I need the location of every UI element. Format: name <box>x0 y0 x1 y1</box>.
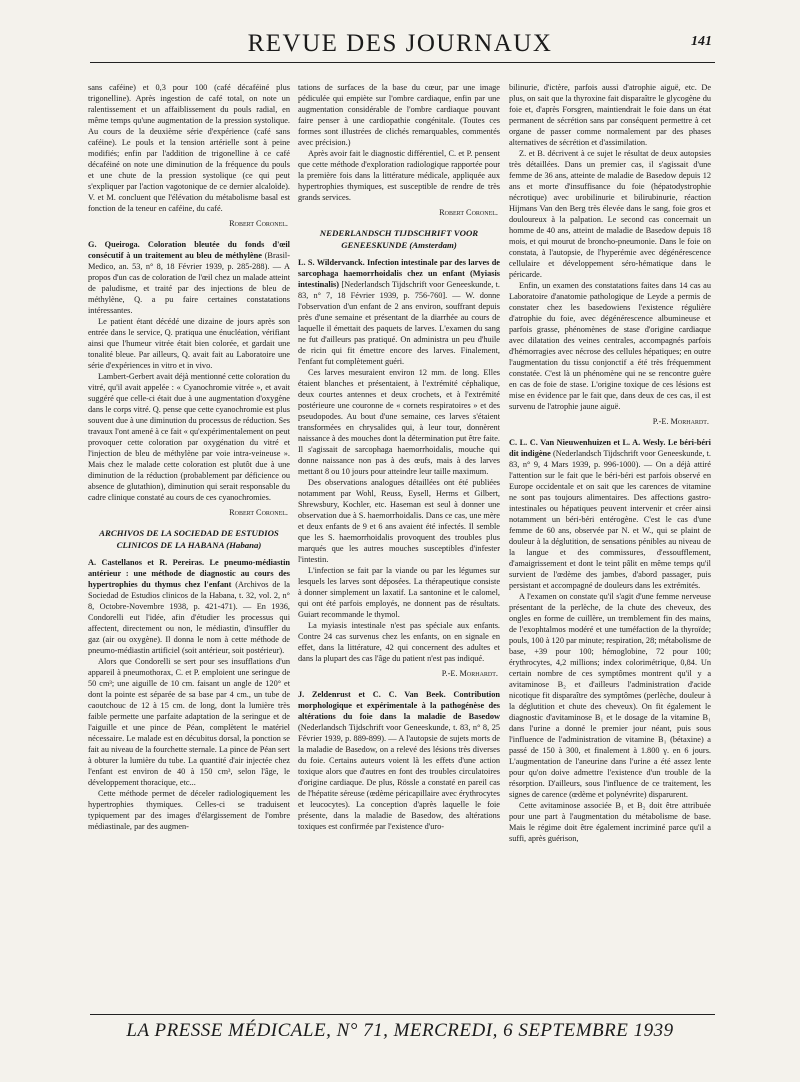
paragraph: Cette méthode permet de déceler radiologiquement les hypertrophies thymiques. Celles-ci se traduisent typiquement par des images d'élargissement de l'ombre médiastinale, par des augmen- <box>88 789 290 831</box>
author-signature: P.-E. Morhardt. <box>652 417 709 426</box>
abstract-title: C. L. C. Van Nieuwenhuizen et L. A. Wesly. Le béri-béri dit indigène <box>509 438 711 458</box>
journal-section-title: REVUE DES JOURNAUX <box>247 30 553 57</box>
author-signature: P.-E. Morhardt. <box>441 669 498 678</box>
abstract-title: A. Castellanos et R. Pereiras. Le pneumo-médiastin antérieur : une méthode de diagnostic au cours des hypertrophies du thymus chez l'enfant <box>88 558 290 589</box>
column-3 <box>509 82 711 844</box>
column-1 <box>88 82 290 832</box>
abstract-title: G. Queiroga. Coloration bleutée du fonds d'œil consécutif à un traitement au bleu de méthylène <box>88 240 290 260</box>
paragraph: Z. et B. décrivent à ce sujet le résultat de deux autopsies très détaillées. Dans un premier cas, il s'agissait d'une femme de 36 ans, atteinte de maladie de Basedow depuis 12 ans et morte d'insuffisance du foie (hépatodystrophie nécrotique) avec urobilinurie et bilirubinurie, réaction Hijmans Van den Berg très élevée dans le sang, foie gros et douloureux à la palpation. Le second cas concernait un homme de 40 ans, atteint de maladie de Basedow depuis 18 mois, et qui mourut de broncho-pneumonie. Dans le foie on constata, à l'autopsie, de l'hyperémie avec dégénérescence cellulaire et développement séro-hématique dans le péricarde. <box>509 149 711 279</box>
abstract-title: J. Zeldenrust et C. C. Van Beek. Contribution morphologique et expérimentale à la pathogénèse des altérations du foie dans la maladie de Basedow <box>298 690 500 721</box>
paragraph: bilinurie, d'ictère, parfois aussi d'atrophie aiguë, etc. De plus, on sait que la thyroxine fait disparaître le glycogène du foie et, d'après Forsgren, maintiendrait le foie dans un état permanent de sécrétion sans par conséquent permettre à cet organe de passer comme normalement par des phases alternatives de sécrétion et d'assimilation. <box>509 83 711 147</box>
paragraph: Alors que Condorelli se sert pour ses insufflations d'un appareil à pneumothorax, C. et P. emploient une seringue de 50 cm³; une aiguille de 10 cm. faisant un angle de 120° et dont la pointe est séparée de sa base par 4 cm., un tube de caoutchouc de 12 à 15 cm. de long, dont la lumière très faible permette une parfaite adaptation de la seringue et de l'aiguille et une pince de Péan, complètent le matériel nécessaire. Le malade est en décubitus dorsal, la ponction se fait au niveau de la fourchette sternale. La pince de Péan sert à obturer la lumière du tube. La quantité d'air injectée chez l'enfant est environ de 40 à 150 cm³, selon l'âge, le développement thoracique, etc... <box>88 657 290 787</box>
abstract-entry <box>88 239 290 316</box>
paragraph: Après avoir fait le diagnostic différentiel, C. et P. pensent que cette méthode d'exploration radiologique rapportée pour la première fois dans la littérature médicale, appliquée aux hypertrophies thymiques, est susceptible de rendre de très grands services. <box>298 149 500 202</box>
abstract-reference: [Nederlandsch Tijdschrift voor Geneeskunde, t. 83, n° 7, 18 Février 1939, p. 756-760]. — W. donne l'observation d'un enfant de 2 ans environ, souffrant depuis près d'une semaine et présentant de la diarrhée au cours de laquelle il émettait des paquets de larves. L'examen du sang ne fut d'ailleurs pas pratiqué. On administra un peu d'huile de ricin qui fit émettre encore des larves. Finalement, l'enfant fut complètement guéri. <box>298 280 501 366</box>
footer-rule <box>90 1014 715 1015</box>
journal-heading: ARCHIVOS DE LA SOCIEDAD DE ESTUDIOS CLINICOS DE LA HABANA (Habana) <box>99 528 279 550</box>
paragraph: tations de surfaces de la base du cœur, par une image pédiculée qui empiète sur l'ombre cardiaque, enfin par une augmentation considérable de l'ombre cardiaque pouvant faire penser à une cardiopathie congénitale. (Toutes ces formes sont illustrées de clichés remarquables, commentés avec précision.) <box>298 83 500 147</box>
page-number: 141 <box>691 34 712 49</box>
header-rule <box>90 62 715 63</box>
abstract-reference: (Nederlandsch Tijdschrift voor Geneeskunde, t. 83, n° 8, 25 Février 1939, p. 889-899). — A l'autopsie de sujets morts de la maladie de Basedow, on a relevé des lésions très diverses du foie. Certains auteurs voient là les effets d'une action toxique alors que d'autres en font des troubles circulatoires d'origine cardiaque. De plus, Rössle a constaté en pareil cas de l'hépatite séreuse (œdème péricapillaire avec érythrocytes et leucocytes). La conception d'après laquelle le foie présente, dans la maladie de Basedow, des altérations toxiques est confirmée par l'existence d'uro- <box>298 723 500 831</box>
paragraph: Lambert-Gerbert avait déjà mentionné cette coloration du vitré, qu'il avait appelée : « Cyanochromie vitrée », et avait suggéré que celle-ci était due à une augmentation d'oxygène dans le corps vitré. Q. pense que cette cyanochromie est plus souvent due à une diminution du processus de réduction. Ses travaux l'ont amené à ce fait « qu'expérimentalement on peut provoquer cette coloration par oxygénation du vitré et l'injection de bleu de méthylène par voie intra-veineuse ». Mais chez le malade cette coloration est plutôt due à une diminution de la réduction (probablement par déficience ou absence de glutathion), diminution qui serait responsable du cadre clinique constaté au cours de ces cyanochromies. <box>88 372 290 502</box>
paragraph: L'infection se fait par la viande ou par les légumes sur lesquels les larves sont déposées. La thérapeutique consiste à donner simplement un laxatif. La santonine et le calomel, qui ont été parfois employés, ne donnent pas de résultats. Guiart recommande le thymol. <box>298 566 500 619</box>
abstract-reference: (Brasil-Medico, an. 53, n° 8, 18 Février 1939, p. 285-288). — A propos d'un cas de coloration de l'œil chez un malade atteint de paludisme, et traité par des injections de bleu de méthylène, Q. a pu faire certaines constatations intéressantes. <box>88 251 290 315</box>
paragraph: Enfin, un examen des constatations faites dans 14 cas au Laboratoire d'anatomie pathologique de Leyde a permis de constater chez les basedowiens l'existence régulière d'atrophie du foie, avec dégénérescence albumineuse et parfois grasse, phénomènes de stase d'origine cardiaque avec dilatation des veines centrales, accompagnés parfois d'hémorragies avec nécrose des cellules hépatiques; en outre l'augmentation du tissu conjonctif a été très fréquemment constatée. C'est là un phénomène qui ne se rencontre guère en cas de foie de stase. L'origine toxique de ces lésions est mise en évidence par le fait que, dans deux de ces cas, il est survenu de l'atrophie jaune aiguë. <box>509 281 711 411</box>
paragraph: La myiasis intestinale n'est pas spéciale aux enfants. Contre 24 cas survenus chez les enfants, on en signale en effet, dans la littérature, 42 qui concernent des adultes et dans la plupart des cas l'âge du patient n'est pas indiqué. <box>298 621 500 663</box>
author-signature: Robert Coronel. <box>229 219 288 228</box>
abstract-entry <box>88 557 290 656</box>
paragraph: Des observations analogues détaillées ont été publiées notamment par Wohl, Reuss, Eysell, Herms et Gilbert, Shrewsbury, Kochler, etc. Haseman est seul à donner une observation due à S. haemorrhoidalis. Dans ce cas, une mère et deux enfants de 9 et 6 ans avaient été infectés. Il semble que les S. haemorrhoidalis provoquent des troubles plus marqués que les autres mouches susceptibles d'infester l'intestin. <box>298 478 500 564</box>
author-signature: Robert Coronel. <box>439 208 498 217</box>
paragraph: Cette avitaminose associée B₁ et B₂ doit être attribuée pour une part à l'augmentation du métabolisme de base. Mais le régime doit être également incriminé parce qu'il a suffi, après guérison, <box>509 801 711 843</box>
page-header <box>0 28 800 62</box>
abstract-reference: (Archivos de la Sociedad de Estudios clinicos de la Habana, t. 32, vol. 2, n° 8, Octobre-Novembre 1938, p. 421-471). — En 1936, Condorelli eut l'idée, afin d'étudier les processus qui affectent, directement ou non, le médiastin, d'insuffler du gaz (air ou oxygène). Il donna le nom à cette méthode de pneumo-médiastin artificiel (soit antérieur, soit postérieur). <box>88 580 290 655</box>
column-2 <box>298 82 500 832</box>
abstract-title: L. S. Wildervanck. Infection intestinale par des larves de sarcophaga haemorrhoidalis chez un enfant (Myiasis intestinalis) <box>298 258 500 289</box>
paragraph: Ces larves mesuraient environ 12 mm. de long. Elles étaient blanches et présentaient, à l'extrémité céphalique, deux courtes antennes et deux crochets, et à l'extrémité postérieure une couronne de « cornets respiratoires » et des pseudopodes. Au bout d'une semaine, ces larves s'étaient transformées en chrysalides qui, à leur tour, donnèrent naissance à des mouches dont la détermination put être faite. Il s'agissait de sarcophaga haemorrhoidalis, mouche qui donne naissance non pas à des œufs, mais à des larves mettant 8 ou 10 jours pour atteindre leur taille maximum. <box>298 368 500 476</box>
journal-heading: NEDERLANDSCH TIJDSCHRIFT VOOR GENEESKUNDE (Amsterdam) <box>319 228 479 250</box>
paragraph: Le patient étant décédé une dizaine de jours après son entrée dans le service, Q. pratiqua une énucléation, vérifiant ainsi que l'humeur vitrée était bien colorée, et gardait une tonalité bleue. Par ailleurs, Q. avait fait au Laboratoire une série d'expériences in vitro et in vivo. <box>88 317 290 370</box>
paragraph: A l'examen on constate qu'il s'agit d'une femme nerveuse présentant de la perlèche, de la chute des cheveux, des ongles en forme de cuillère, un tremblement fin des mains, de l'exophtalmos modéré et une tuméfaction de la thyroïde; pouls, 100 à 120 par minute; respiration, 28; métabolisme de base, +39 pour 100; hémoglobine, 72 pour 100; érythrocytes, 4,2 millions; index colorimétrique, 0,84. Un certain nombre de ces symptômes montrent qu'il y a avitaminose B₂ et d'ailleurs l'administration d'acide nicotique fit disparaître des symptômes (perlèche, douleur à la déglutition et chute des cheveux). On fit également le diagnostic d'avitaminose B₁ et le dosage de la vitamine B₁ dans l'urine a donné le premier jour néant, puis sous l'influence de l'administration de vitamine B₁ (bétaxine) a passé de 150 à 300, et finalement à 1.800 γ. en 6 jours. L'augmentation de l'aneurine dans l'urine a été assez lente pour qu'on doive admettre l'existence d'un trouble de la résorption. D'ailleurs, sous l'influence de ce traitement, les signes de carence (œdème et polynévrite) disparurent. <box>509 592 711 799</box>
abstract-reference: (Nederlandsch Tijdschrift voor Geneeskunde, t. 83, n° 9, 4 Mars 1939, p. 996-1000). — On a déjà attiré l'attention sur le fait que le béri-béri est parfois observé en Europe occidentale et on sait que les carences de vitamine ne sont pas toujours alimentaires. Des affections gastro-intestinales ou hépatiques peuvent intervenir et créer ainsi notamment un béri-béri entérogène. C'est le cas d'une femme de 60 ans, observée par N. et W., qui se plaint de douleur à la déglutition, de sensations pénibles au niveau de la langue et des commissures, d'essoufflement, d'amaigrissement et dont le teint pâlit en même temps qu'il survient de l'œdème des jambes, d'abord passager, puis persistant et accompagné de douleurs dans les extrémités. <box>509 449 711 590</box>
paragraph: sans caféine) et 0,3 pour 100 (café décaféiné plus trigonelline). Après ingestion de café total, on note un ralentissement et un affaiblissement du pouls radial, en même temps qu'une augmentation de la pression systolique. Au cours de la deuxième série d'expérience (café sans caféine). Le pouls et la tension artérielle sont à peine modifiés; enfin par l'addition de trigonelline à ce café décaféiné on note une diminution de la fréquence du pouls et une chute de la pression systolique (ce qui peut s'expliquer par l'action vagotonique de ce dernier alcaloïde). V. et M. concluent que l'élévation du métabolisme basal est fonction de la teneur en caféine, du café. <box>88 83 290 213</box>
abstract-entry <box>298 257 500 367</box>
abstract-entry <box>509 437 711 591</box>
author-signature: Robert Coronel. <box>229 508 288 517</box>
abstract-entry <box>298 689 500 832</box>
page-footer: LA PRESSE MÉDICALE, N° 71, MERCREDI, 6 SEPTEMBRE 1939 <box>126 1020 674 1041</box>
